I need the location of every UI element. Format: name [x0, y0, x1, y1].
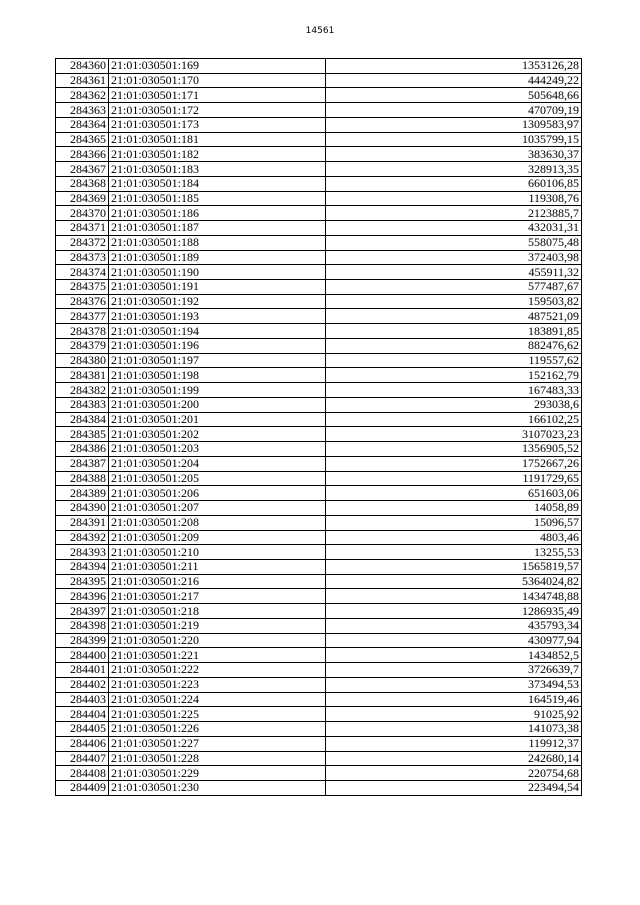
table-row	[56, 88, 582, 103]
cadastral-number-cell: 21:01:030501:216	[109, 574, 326, 589]
table-row	[56, 147, 582, 162]
row-number-cell: 284375	[56, 280, 109, 295]
cadastral-number-cell: 21:01:030501:219	[109, 618, 326, 633]
cadastral-number-cell: 21:01:030501:202	[109, 427, 326, 442]
cadastral-number-cell: 21:01:030501:224	[109, 692, 326, 707]
table-row	[56, 486, 582, 501]
table-row	[56, 751, 582, 766]
cadastral-number-cell: 21:01:030501:221	[109, 648, 326, 663]
cadastral-number-cell: 21:01:030501:192	[109, 294, 326, 309]
cadastral-number-cell: 21:01:030501:205	[109, 471, 326, 486]
cadastral-value-cell: 435793,34	[326, 618, 582, 633]
cadastral-number-cell: 21:01:030501:185	[109, 191, 326, 206]
cadastral-value-cell: 3107023,23	[326, 427, 582, 442]
table-row	[56, 176, 582, 191]
cadastral-number-cell: 21:01:030501:172	[109, 103, 326, 118]
table-row	[56, 412, 582, 427]
row-number-cell: 284403	[56, 692, 109, 707]
row-number-cell: 284373	[56, 250, 109, 265]
row-number-cell: 284369	[56, 191, 109, 206]
row-number-cell: 284380	[56, 353, 109, 368]
cadastral-value-cell: 455911,32	[326, 265, 582, 280]
cadastral-value-cell: 577487,67	[326, 280, 582, 295]
cadastral-value-cell: 3726639,7	[326, 663, 582, 678]
cadastral-value-cell: 1309583,97	[326, 117, 582, 132]
row-number-cell: 284363	[56, 103, 109, 118]
row-number-cell: 284396	[56, 589, 109, 604]
cadastral-value-cell: 164519,46	[326, 692, 582, 707]
table-row	[56, 309, 582, 324]
cadastral-number-cell: 21:01:030501:193	[109, 309, 326, 324]
table-row	[56, 471, 582, 486]
cadastral-number-cell: 21:01:030501:196	[109, 338, 326, 353]
cadastral-value-cell: 166102,25	[326, 412, 582, 427]
table-body	[56, 59, 582, 796]
table-row	[56, 677, 582, 692]
row-number-cell: 284398	[56, 618, 109, 633]
row-number-cell: 284402	[56, 677, 109, 692]
table-row	[56, 530, 582, 545]
row-number-cell: 284390	[56, 501, 109, 516]
cadastral-value-cell: 430977,94	[326, 633, 582, 648]
row-number-cell: 284399	[56, 633, 109, 648]
cadastral-value-cell: 293038,6	[326, 397, 582, 412]
table-row	[56, 221, 582, 236]
cadastral-value-cell: 1565819,57	[326, 559, 582, 574]
table-row	[56, 324, 582, 339]
table-row	[56, 353, 582, 368]
table-row	[56, 722, 582, 737]
row-number-cell: 284384	[56, 412, 109, 427]
cadastral-value-cell: 373494,53	[326, 677, 582, 692]
cadastral-number-cell: 21:01:030501:173	[109, 117, 326, 132]
cadastral-value-cell: 1286935,49	[326, 604, 582, 619]
cadastral-value-cell: 432031,31	[326, 221, 582, 236]
table-row	[56, 663, 582, 678]
table-row	[56, 648, 582, 663]
cadastral-number-cell: 21:01:030501:217	[109, 589, 326, 604]
table-row	[56, 294, 582, 309]
cadastral-number-cell: 21:01:030501:183	[109, 162, 326, 177]
table-row	[56, 618, 582, 633]
cadastral-number-cell: 21:01:030501:218	[109, 604, 326, 619]
row-number-cell: 284383	[56, 397, 109, 412]
cadastral-number-cell: 21:01:030501:199	[109, 383, 326, 398]
row-number-cell: 284372	[56, 235, 109, 250]
row-number-cell: 284366	[56, 147, 109, 162]
cadastral-value-table	[55, 58, 582, 796]
cadastral-value-cell: 470709,19	[326, 103, 582, 118]
table-row	[56, 59, 582, 74]
table-row	[56, 766, 582, 781]
table-row	[56, 206, 582, 221]
cadastral-value-cell: 328913,35	[326, 162, 582, 177]
cadastral-number-cell: 21:01:030501:198	[109, 368, 326, 383]
cadastral-value-cell: 167483,33	[326, 383, 582, 398]
table-row	[56, 250, 582, 265]
cadastral-number-cell: 21:01:030501:225	[109, 707, 326, 722]
cadastral-number-cell: 21:01:030501:181	[109, 132, 326, 147]
row-number-cell: 284368	[56, 176, 109, 191]
table-row	[56, 191, 582, 206]
cadastral-number-cell: 21:01:030501:197	[109, 353, 326, 368]
cadastral-number-cell: 21:01:030501:208	[109, 515, 326, 530]
table-row	[56, 383, 582, 398]
table-row	[56, 397, 582, 412]
cadastral-number-cell: 21:01:030501:187	[109, 221, 326, 236]
row-number-cell: 284392	[56, 530, 109, 545]
cadastral-value-cell: 1191729,65	[326, 471, 582, 486]
table-row	[56, 501, 582, 516]
cadastral-value-cell: 91025,92	[326, 707, 582, 722]
cadastral-number-cell: 21:01:030501:206	[109, 486, 326, 501]
row-number-cell: 284401	[56, 663, 109, 678]
row-number-cell: 284364	[56, 117, 109, 132]
cadastral-number-cell: 21:01:030501:171	[109, 88, 326, 103]
table-row	[56, 604, 582, 619]
cadastral-value-cell: 383630,37	[326, 147, 582, 162]
table-row	[56, 515, 582, 530]
cadastral-number-cell: 21:01:030501:204	[109, 456, 326, 471]
cadastral-value-cell: 487521,09	[326, 309, 582, 324]
row-number-cell: 284370	[56, 206, 109, 221]
cadastral-number-cell: 21:01:030501:230	[109, 780, 326, 795]
table-row	[56, 265, 582, 280]
cadastral-number-cell: 21:01:030501:228	[109, 751, 326, 766]
cadastral-number-cell: 21:01:030501:226	[109, 722, 326, 737]
row-number-cell: 284406	[56, 736, 109, 751]
cadastral-number-cell: 21:01:030501:220	[109, 633, 326, 648]
table-row	[56, 235, 582, 250]
cadastral-value-cell: 558075,48	[326, 235, 582, 250]
cadastral-value-cell: 372403,98	[326, 250, 582, 265]
table-row	[56, 559, 582, 574]
cadastral-number-cell: 21:01:030501:227	[109, 736, 326, 751]
row-number-cell: 284385	[56, 427, 109, 442]
table-row	[56, 707, 582, 722]
table-row	[56, 132, 582, 147]
table-row	[56, 368, 582, 383]
cadastral-value-cell: 119557,62	[326, 353, 582, 368]
cadastral-number-cell: 21:01:030501:229	[109, 766, 326, 781]
cadastral-value-cell: 1035799,15	[326, 132, 582, 147]
cadastral-number-cell: 21:01:030501:210	[109, 545, 326, 560]
cadastral-value-cell: 651603,06	[326, 486, 582, 501]
page-number: 14561	[305, 26, 335, 36]
cadastral-value-cell: 220754,68	[326, 766, 582, 781]
cadastral-number-cell: 21:01:030501:190	[109, 265, 326, 280]
row-number-cell: 284400	[56, 648, 109, 663]
cadastral-value-cell: 13255,53	[326, 545, 582, 560]
row-number-cell: 284361	[56, 73, 109, 88]
table-row	[56, 427, 582, 442]
cadastral-value-cell: 152162,79	[326, 368, 582, 383]
row-number-cell: 284409	[56, 780, 109, 795]
table-row	[56, 589, 582, 604]
cadastral-number-cell: 21:01:030501:186	[109, 206, 326, 221]
cadastral-number-cell: 21:01:030501:223	[109, 677, 326, 692]
row-number-cell: 284394	[56, 559, 109, 574]
cadastral-number-cell: 21:01:030501:184	[109, 176, 326, 191]
table-row	[56, 574, 582, 589]
row-number-cell: 284397	[56, 604, 109, 619]
row-number-cell: 284387	[56, 456, 109, 471]
row-number-cell: 284365	[56, 132, 109, 147]
cadastral-value-cell: 159503,82	[326, 294, 582, 309]
table-row	[56, 338, 582, 353]
row-number-cell: 284367	[56, 162, 109, 177]
row-number-cell: 284378	[56, 324, 109, 339]
table-row	[56, 736, 582, 751]
cadastral-number-cell: 21:01:030501:222	[109, 663, 326, 678]
row-number-cell: 284360	[56, 59, 109, 74]
cadastral-value-cell: 1434852,5	[326, 648, 582, 663]
cadastral-value-cell: 1353126,28	[326, 59, 582, 74]
row-number-cell: 284407	[56, 751, 109, 766]
table-row	[56, 280, 582, 295]
table-row	[56, 73, 582, 88]
cadastral-number-cell: 21:01:030501:194	[109, 324, 326, 339]
cadastral-number-cell: 21:01:030501:209	[109, 530, 326, 545]
row-number-cell: 284405	[56, 722, 109, 737]
cadastral-value-cell: 1434748,88	[326, 589, 582, 604]
row-number-cell: 284389	[56, 486, 109, 501]
cadastral-number-cell: 21:01:030501:211	[109, 559, 326, 574]
cadastral-number-cell: 21:01:030501:169	[109, 59, 326, 74]
cadastral-number-cell: 21:01:030501:182	[109, 147, 326, 162]
table-row	[56, 162, 582, 177]
cadastral-number-cell: 21:01:030501:203	[109, 442, 326, 457]
table-row	[56, 545, 582, 560]
cadastral-value-cell: 119912,37	[326, 736, 582, 751]
cadastral-value-cell: 119308,76	[326, 191, 582, 206]
row-number-cell: 284382	[56, 383, 109, 398]
row-number-cell: 284395	[56, 574, 109, 589]
row-number-cell: 284404	[56, 707, 109, 722]
table-row	[56, 456, 582, 471]
cadastral-value-cell: 242680,14	[326, 751, 582, 766]
cadastral-value-cell: 1752667,26	[326, 456, 582, 471]
table-row	[56, 633, 582, 648]
row-number-cell: 284381	[56, 368, 109, 383]
cadastral-value-cell: 15096,57	[326, 515, 582, 530]
table-row	[56, 117, 582, 132]
table-row	[56, 442, 582, 457]
cadastral-number-cell: 21:01:030501:200	[109, 397, 326, 412]
table-row	[56, 692, 582, 707]
table-row	[56, 103, 582, 118]
cadastral-value-cell: 4803,46	[326, 530, 582, 545]
cadastral-value-cell: 882476,62	[326, 338, 582, 353]
cadastral-value-cell: 5364024,82	[326, 574, 582, 589]
cadastral-number-cell: 21:01:030501:188	[109, 235, 326, 250]
cadastral-value-cell: 14058,89	[326, 501, 582, 516]
row-number-cell: 284379	[56, 338, 109, 353]
cadastral-value-cell: 505648,66	[326, 88, 582, 103]
cadastral-value-cell: 444249,22	[326, 73, 582, 88]
cadastral-number-cell: 21:01:030501:201	[109, 412, 326, 427]
row-number-cell: 284388	[56, 471, 109, 486]
cadastral-value-cell: 223494,54	[326, 780, 582, 795]
cadastral-number-cell: 21:01:030501:170	[109, 73, 326, 88]
row-number-cell: 284377	[56, 309, 109, 324]
row-number-cell: 284371	[56, 221, 109, 236]
cadastral-value-cell: 1356905,52	[326, 442, 582, 457]
cadastral-number-cell: 21:01:030501:207	[109, 501, 326, 516]
row-number-cell: 284386	[56, 442, 109, 457]
cadastral-value-cell: 141073,38	[326, 722, 582, 737]
cadastral-value-cell: 2123885,7	[326, 206, 582, 221]
cadastral-number-cell: 21:01:030501:189	[109, 250, 326, 265]
row-number-cell: 284391	[56, 515, 109, 530]
row-number-cell: 284376	[56, 294, 109, 309]
row-number-cell: 284408	[56, 766, 109, 781]
row-number-cell: 284362	[56, 88, 109, 103]
cadastral-number-cell: 21:01:030501:191	[109, 280, 326, 295]
row-number-cell: 284374	[56, 265, 109, 280]
cadastral-value-cell: 660106,85	[326, 176, 582, 191]
row-number-cell: 284393	[56, 545, 109, 560]
table-row	[56, 780, 582, 795]
cadastral-value-cell: 183891,85	[326, 324, 582, 339]
